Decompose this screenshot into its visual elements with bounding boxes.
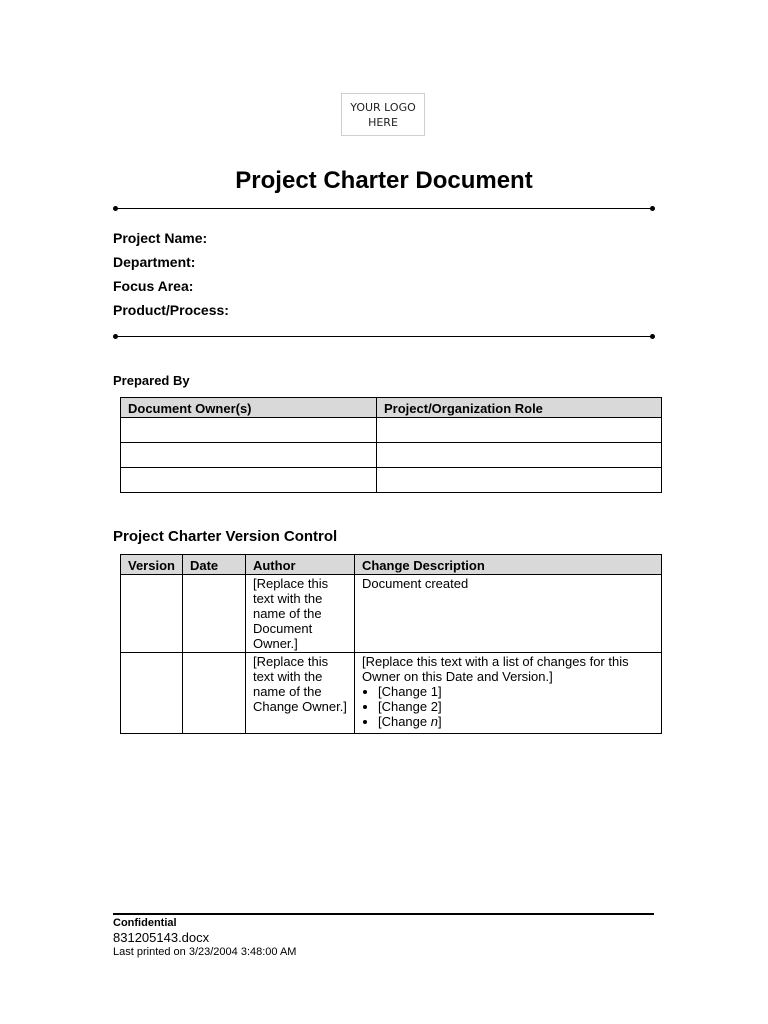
author-cell[interactable]: [Replace this text with the name of the Document Owner.] (245, 575, 354, 653)
change-suffix: ] (437, 684, 442, 699)
owner-cell[interactable] (121, 418, 377, 443)
change-item (378, 699, 654, 714)
table-header-row (121, 555, 662, 575)
field-project-name: Project Name: (113, 230, 208, 246)
change-number: n (430, 714, 438, 729)
role-cell[interactable] (377, 418, 662, 443)
date-cell[interactable] (182, 575, 245, 653)
date-cell[interactable] (182, 653, 245, 734)
role-cell[interactable] (377, 468, 662, 493)
column-header: Document Owner(s) (121, 398, 377, 418)
change-suffix: ] (437, 699, 442, 714)
change-prefix: [Change (377, 699, 431, 714)
divider-endpoint (113, 334, 118, 339)
prepared-by-table (120, 397, 662, 493)
description-cell[interactable] (354, 653, 661, 734)
table-row (121, 653, 662, 734)
column-header: Project/Organization Role (377, 398, 662, 418)
field-focus-area: Focus Area: (113, 278, 194, 294)
description-cell[interactable] (354, 575, 661, 653)
owner-cell[interactable] (121, 468, 377, 493)
bottom-divider (115, 336, 653, 337)
change-prefix: [Change (377, 714, 431, 729)
table-row (121, 575, 662, 653)
field-product-process: Product/Process: (113, 302, 229, 318)
footer-divider (113, 913, 654, 915)
version-cell[interactable] (121, 575, 183, 653)
table-row (121, 418, 662, 443)
description-text: Document created (361, 576, 469, 591)
change-suffix: ] (437, 714, 442, 729)
owner-cell[interactable] (121, 443, 377, 468)
change-prefix: [Change (377, 684, 431, 699)
divider-endpoint (650, 206, 655, 211)
role-cell[interactable] (377, 443, 662, 468)
divider-endpoint (113, 206, 118, 211)
change-item (378, 684, 654, 699)
logo-placeholder: YOUR LOGO HERE (341, 93, 425, 136)
field-department: Department: (113, 254, 196, 270)
column-header: Version (121, 555, 183, 575)
version-control-table (120, 554, 662, 734)
description-text: [Replace this text with a list of changes for this Owner on this Date and Version.] (361, 654, 629, 684)
change-item (378, 714, 654, 729)
version-cell[interactable] (121, 653, 183, 734)
prepared-by-heading: Prepared By (113, 373, 190, 388)
change-number: 2 (430, 699, 438, 714)
version-control-heading: Project Charter Version Control (113, 528, 338, 545)
column-header: Author (245, 555, 354, 575)
author-cell[interactable]: [Replace this text with the name of the Change Owner.] (245, 653, 354, 734)
footer-confidential: Confidential (113, 917, 177, 929)
divider-endpoint (650, 334, 655, 339)
footer-printed-date: Last printed on 3/23/2004 3:48:00 AM (113, 946, 297, 958)
footer-filename: 831205143.docx (113, 930, 210, 945)
column-header: Change Description (354, 555, 661, 575)
table-row (121, 468, 662, 493)
table-row (121, 443, 662, 468)
change-number: 1 (430, 684, 438, 699)
document-title: Project Charter Document (235, 167, 533, 194)
column-header: Date (182, 555, 245, 575)
table-header-row (121, 398, 662, 418)
change-list (362, 684, 654, 729)
top-divider (115, 208, 653, 209)
